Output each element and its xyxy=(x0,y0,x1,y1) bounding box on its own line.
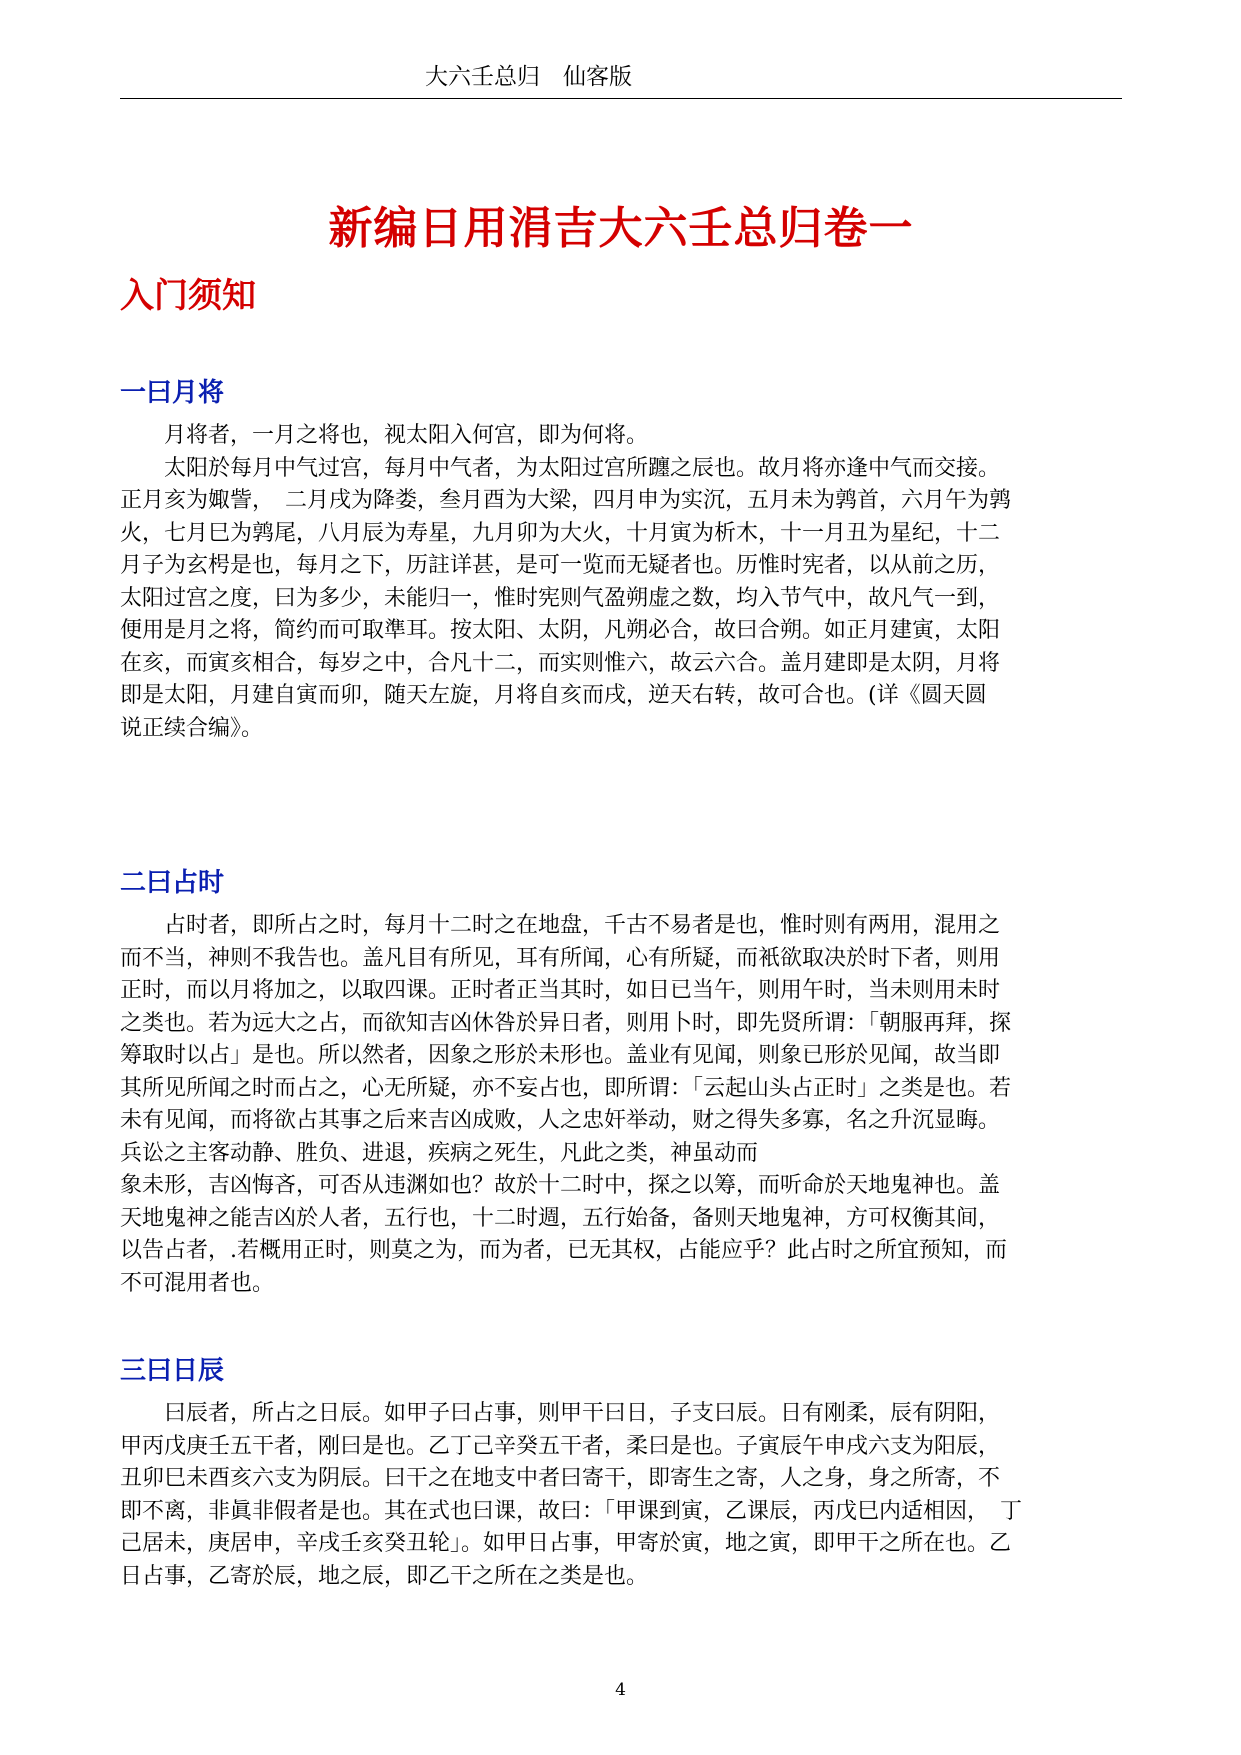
subsection-title-1: 一曰月将 xyxy=(120,378,225,408)
header-title: 大六壬总归 仙客版 xyxy=(425,64,632,90)
text-line: 未有见闻，而将欲占其事之后来吉凶成败，人之忠奸举动，财之得失多寡，名之升沉显晦。 xyxy=(120,1108,1001,1133)
text-line: 即不离，非眞非假者是也。其在式也曰课，故曰：「甲课到寅，乙课辰，丙戊巳内适相因， 丁 xyxy=(120,1498,1023,1524)
text-line: 太阳於每月中气过宫，每月中气者，为太阳过宫所躔之辰也。故月将亦逢中气而交接。 xyxy=(120,455,1001,481)
text-line: 日占事，乙寄於辰，地之辰，即乙干之所在之类是也。 xyxy=(120,1563,649,1589)
text-line: 其所见所闻之时而占之，心无所疑，亦不妄占也，即所谓：「云起山头占正时」之类是也。若 xyxy=(120,1075,1012,1101)
text-line: 月将者，一月之将也，视太阳入何宫，即为何将。 xyxy=(120,423,649,448)
text-line: 之类也。若为远大之占，而欲知吉凶休咎於异日者，则用卜时，即先贤所谓：「朝服再拜，探 xyxy=(120,1010,1012,1036)
text-line: 正时，而以月将加之，以取四课。正时者正当其时，如日已当午，则用午时，当未则用未时 xyxy=(120,978,1001,1003)
text-line: 太阳过宫之度，曰为多少，未能归一，惟时宪则气盈朔虚之数，均入节气中，故凡气一到， xyxy=(120,585,1001,611)
section-title: 入门须知 xyxy=(120,276,256,316)
text-line: 筹取时以占」是也。所以然者，因象之形於未形也。盖业有见闻，则象已形於见闻，故当即 xyxy=(120,1043,1001,1068)
page-number: 4 xyxy=(615,1680,626,1700)
subsection-title-3: 三曰日辰 xyxy=(120,1356,225,1386)
paragraph-block-3 xyxy=(120,1398,1122,1593)
text-line: 曰辰者，所占之日辰。如甲子曰占事，则甲干曰日，子支曰辰。日有刚柔，辰有阴阳， xyxy=(120,1401,1001,1426)
text-line: 在亥，而寅亥相合，每岁之中，合凡十二，而实则惟六，故云六合。盖月建即是太阴，月将 xyxy=(120,650,1001,676)
text-line: 己居未，庚居申，辛戌壬亥癸丑轮」。如甲日占事，甲寄於寅，地之寅，即甲干之所在也。乙 xyxy=(120,1531,1012,1556)
text-line: 占时者，即所占之时，每月十二时之在地盘，千古不易者是也，惟时则有两用，混用之 xyxy=(120,913,1001,938)
text-line: 象未形，吉凶悔吝，可否从违渊如也？故於十二时中，探之以筹，而听命於天地鬼神也。盖 xyxy=(120,1173,1001,1198)
header-rule xyxy=(120,98,1122,99)
text-line: 即是太阳，月建自寅而卯，随天左旋，月将自亥而戌，逆天右转，故可合也。(详《圆天圆 xyxy=(120,683,987,708)
subsection-title-2: 二曰占时 xyxy=(120,868,225,898)
text-line: 说正续合编》。 xyxy=(120,715,264,741)
text-line: 月子为玄枵是也，每月之下，历註详甚，是可一览而无疑者也。历惟时宪者，以从前之历， xyxy=(120,553,1001,578)
text-line: 不可混用者也。 xyxy=(120,1270,275,1296)
document-title: 新编日用涓吉大六壬总归卷一 xyxy=(328,203,914,254)
text-line: 兵讼之主客动静、胜负、进退，疾病之死生，凡此之类，神虽动而 xyxy=(120,1140,759,1166)
text-line: 甲丙戊庚壬五干者，刚曰是也。乙丁己辛癸五干者，柔曰是也。子寅辰午申戌六支为阳辰， xyxy=(120,1433,1001,1459)
text-line: 而不当，神则不我告也。盖凡目有所见，耳有所闻，心有所疑，而衹欲取决於时下者，则用 xyxy=(120,945,1001,971)
paragraph-block-1 xyxy=(120,420,1122,745)
paragraph-block-2 xyxy=(120,910,1122,1300)
text-line: 以告占者，.若概用正时，则莫之为，而为者，已无其权，占能应乎？此占时之所宜预知，而 xyxy=(120,1238,1007,1263)
text-line: 正月亥为娵訾， 二月戌为降娄，叁月酉为大梁，四月申为实沉，五月未为鹑首，六月午为鹑 xyxy=(120,488,1012,513)
text-line: 火，七月巳为鹑尾，八月辰为寿星，九月卯为大火，十月寅为析木，十一月丑为星纪，十二 xyxy=(120,520,1001,546)
text-line: 便用是月之将，简约而可取準耳。按太阳、太阴，凡朔必合，故曰合朔。如正月建寅，太阳 xyxy=(120,618,1001,643)
text-line: 丑卯巳未酉亥六支为阴辰。曰干之在地支中者曰寄干，即寄生之寄，人之身，身之所寄，不 xyxy=(120,1466,1001,1491)
text-line: 天地鬼神之能吉凶於人者，五行也，十二时週，五行始备，备则天地鬼神，方可权衡其间， xyxy=(120,1205,1001,1231)
